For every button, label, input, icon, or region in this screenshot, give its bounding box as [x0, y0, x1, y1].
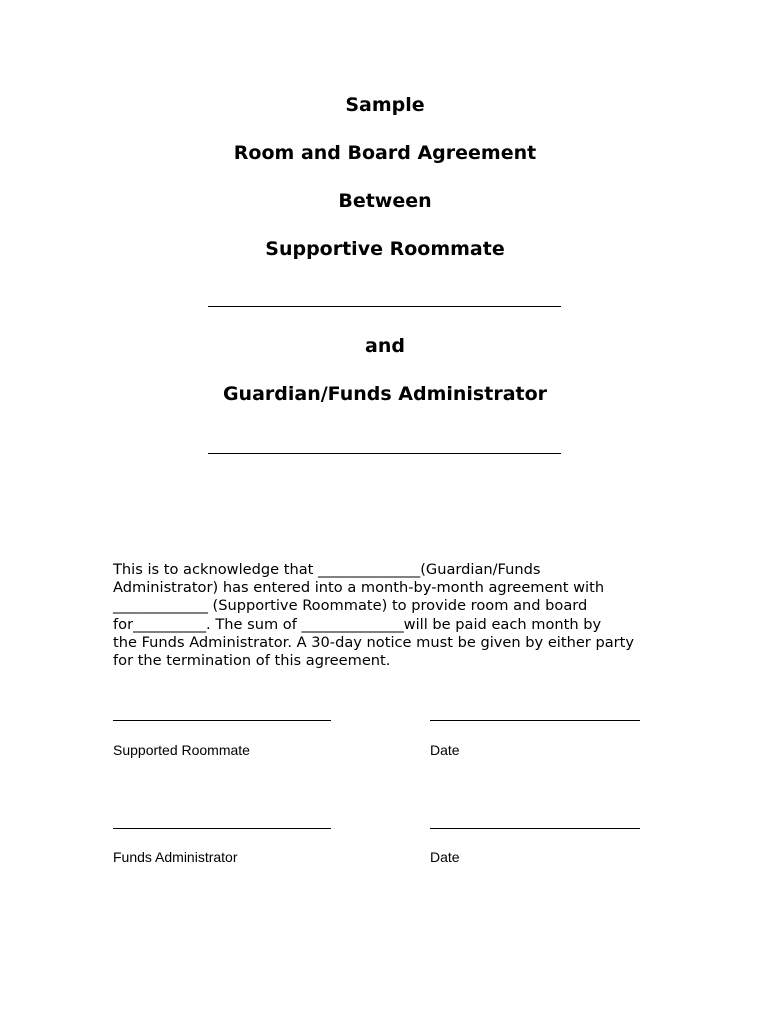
supported-roommate-label: Supported Roommate — [113, 742, 250, 758]
funds-administrator-label: Funds Administrator — [113, 849, 238, 865]
paragraph-line: This is to acknowledge that ______________(Guardian/Funds — [113, 561, 541, 578]
paragraph-line: for the termination of this agreement. — [113, 652, 391, 670]
date-label-2: Date — [430, 849, 460, 865]
date-signature-line-2 — [430, 828, 640, 829]
title-sample: Sample — [345, 94, 425, 116]
supported-roommate-signature-line — [113, 720, 331, 721]
party2-name-blank — [208, 453, 561, 454]
funds-administrator-signature-line — [113, 828, 331, 829]
paragraph-line: the Funds Administrator. A 30-day notice must be given by either party — [113, 633, 635, 651]
agreement-paragraph — [113, 561, 673, 670]
party1-name-blank — [208, 306, 561, 307]
title-party-guardian: Guardian/Funds Administrator — [222, 383, 548, 405]
paragraph-line: for__________. The sum of ______________will be paid each month by — [113, 615, 602, 633]
title-agreement-name: Room and Board Agreement — [233, 142, 537, 164]
date-signature-line-1 — [430, 720, 640, 721]
paragraph-line: Administrator) has entered into a month-by-month agreement with — [113, 579, 605, 597]
title-between: Between — [338, 190, 432, 212]
paragraph-line: _____________ (Supportive Roommate) to provide room and board — [113, 597, 588, 615]
title-and: and — [365, 335, 405, 357]
date-label-1: Date — [430, 742, 460, 758]
title-party-supportive-roommate: Supportive Roommate — [265, 238, 505, 260]
